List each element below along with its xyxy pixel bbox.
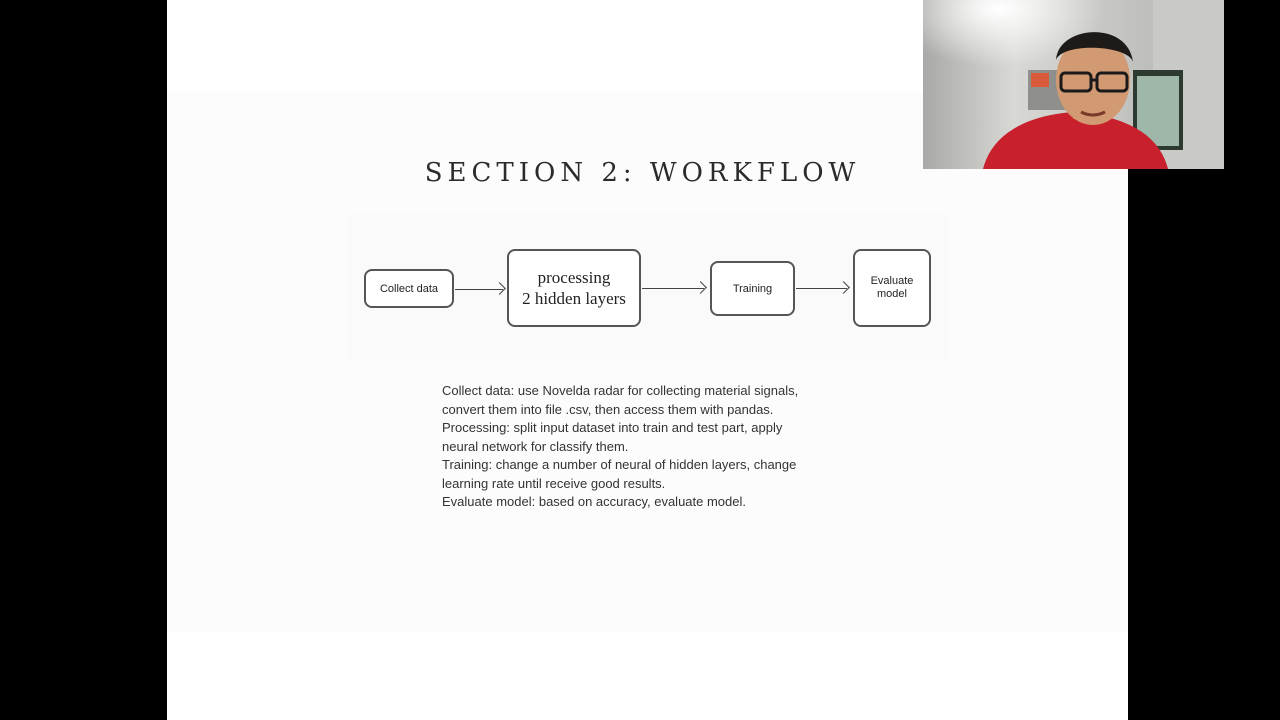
description-line: learning rate until receive good results. <box>442 475 666 491</box>
step-label-line: 2 hidden layers <box>522 289 626 308</box>
workflow-diagram <box>348 213 948 360</box>
arrow-3 <box>796 288 847 289</box>
description-line: Evaluate model: based on accuracy, evaluate model. <box>442 494 746 509</box>
webcam-video-feed <box>923 0 1224 169</box>
step-label: Collect data <box>379 282 439 295</box>
description-line: Training: change a number of neural of hidden layers, change <box>442 457 797 472</box>
slide-title: SECTION 2: WORKFLOW <box>424 158 861 188</box>
description-line: Collect data: use Novelda radar for collecting material signals, <box>442 383 799 398</box>
step-collect-data <box>364 269 454 308</box>
step-label: Training <box>732 282 773 295</box>
webcam-image <box>923 0 1224 169</box>
step-label <box>871 275 914 301</box>
step-processing <box>507 249 641 327</box>
step-training <box>710 261 795 316</box>
arrow-1 <box>455 289 503 290</box>
step-label <box>522 267 626 309</box>
description-line: convert them into file .csv, then access them with pandas. <box>442 401 774 417</box>
arrow-2 <box>642 288 704 289</box>
description-line: neural network for classify them. <box>442 438 629 454</box>
workflow-description <box>442 382 862 512</box>
description-line: Processing: split input dataset into train and test part, apply <box>442 420 783 435</box>
step-label-line: Evaluate <box>870 275 914 287</box>
step-label-line: processing <box>537 268 611 287</box>
step-evaluate-model <box>853 249 931 327</box>
step-label-line: model <box>877 288 907 300</box>
